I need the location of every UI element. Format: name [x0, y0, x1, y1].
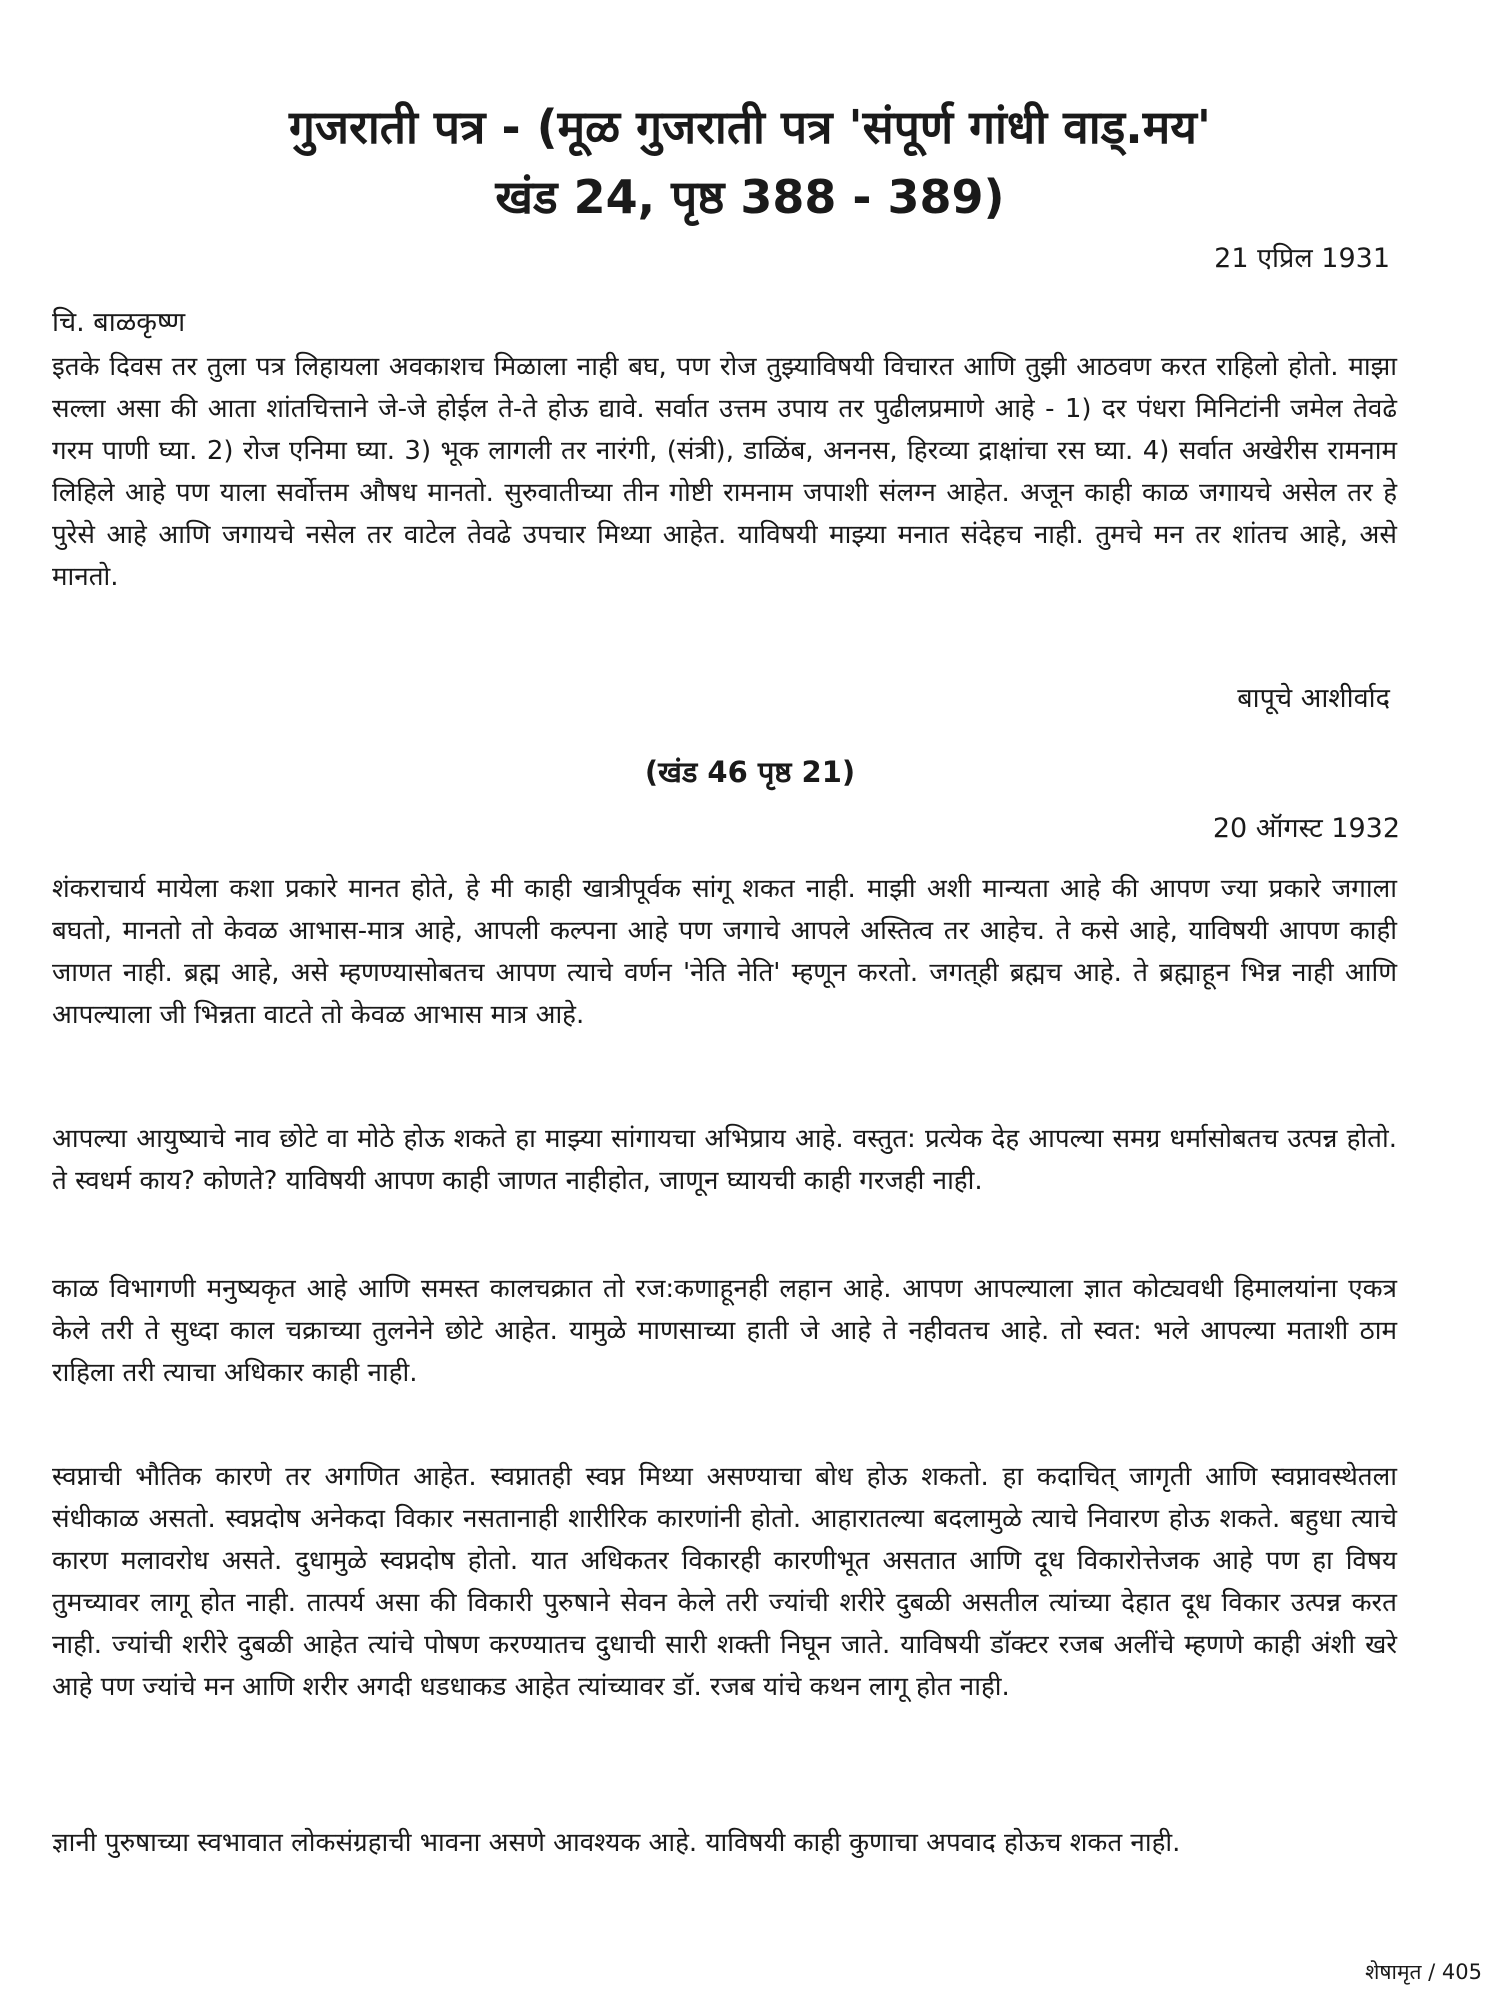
letter-1-date: 21 एप्रिल 1931: [1214, 243, 1390, 274]
letter-2-paragraph-1: शंकराचार्य मायेला कशा प्रकारे मानत होते, हे मी काही खात्रीपूर्वक सांगू शकत नाही. माझी अशी मान्यता आहे की आपण ज्या प्रकारे जगाला बघतो, मानतो तो केवळ आभास-मात्र आहे, आपली कल्पना आहे पण जगाचे आपले अस्तित्व तर आहेच. ते कसे आहे, याविषयी आपण काही जाणत नाही. ब्रह्म आहे, असे म्हणण्यासोबतच आपण त्याचे वर्णन 'नेति नेति' म्हणून करतो. जगत्‌ही ब्रह्मच आहे. ते ब्रह्माहून भिन्न नाही आणि आपल्याला जी भिन्नता वाटते तो केवळ आभास मात्र आहे.: [52, 874, 1397, 1030]
title-line-2: खंड 24, पृष्ठ 388 - 389): [495, 170, 1005, 224]
page-footer: शेषामृत / 405: [1365, 1960, 1482, 1984]
letter-1-salutation: चि. बाळकृष्ण: [52, 307, 186, 338]
letter-1-body: इतके दिवस तर तुला पत्र लिहायला अवकाशच मिळाला नाही बघ, पण रोज तुझ्याविषयी विचारत आणि तुझी आठवण करत राहिलो होतो. माझा सल्ला असा की आता शांतचित्ताने जे-जे होईल ते-ते होऊ द्यावे. सर्वात उत्तम उपाय तर पुढीलप्रमाणे आहे - 1) दर पंधरा मिनिटांनी जमेल तेवढे गरम पाणी घ्या. 2) रोज एनिमा घ्या. 3) भूक लागली तर नारंगी, (संत्री), डाळिंब, अननस, हिरव्या द्राक्षांचा रस घ्या. 4) सर्वात अखेरीस रामनाम लिहिले आहे पण याला सर्वोत्तम औषध मानतो. सुरुवातीच्या तीन गोष्टी रामनाम जपाशी संलग्न आहेत. अजून काही काळ जगायचे असेल तर हे पुरेसे आहे आणि जगायचे नसेल तर वाटेल तेवढे उपचार मिथ्या आहेत. याविषयी माझ्या मनात संदेहच नाही. तुमचे मन तर शांतच आहे, असे मानतो.: [52, 352, 1397, 592]
letter-2-paragraph-3: काळ विभागणी मनुष्यकृत आहे आणि समस्त कालचक्रात तो रज:कणाहूनही लहान आहे. आपण आपल्याला ज्ञात कोट्यवधी हिमालयांना एकत्र केले तरी ते सुध्दा काल चक्राच्या तुलनेने छोटे आहेत. यामुळे माणसाच्या हाती जे आहे ते नहीवतच आहे. तो स्वत: भले आपल्या मताशी ठाम राहिला तरी त्याचा अधिकार काही नाही.: [52, 1274, 1397, 1388]
section-2-heading: (खंड 46 पृष्ठ 21): [644, 755, 856, 789]
page-title: [60, 92, 1440, 232]
letter-2-date: 20 ऑगस्ट 1932: [1212, 813, 1400, 844]
letter-2-paragraph-5: ज्ञानी पुरुषाच्या स्वभावात लोकसंग्रहाची भावना असणे आवश्यक आहे. याविषयी काही कुणाचा अपवाद होऊच शकत नाही.: [52, 1828, 1181, 1858]
letter-1-signoff: बापूचे आशीर्वाद: [1237, 683, 1390, 714]
letter-2-paragraph-2: आपल्या आयुष्याचे नाव छोटे वा मोठे होऊ शकते हा माझ्या सांगायचा अभिप्राय आहे. वस्तुत: प्रत्येक देह आपल्या समग्र धर्मासोबतच उत्पन्न होतो. ते स्वधर्म काय? कोणते? याविषयी आपण काही जाणत नाहीहोत, जाणून घ्यायची काही गरजही नाही.: [52, 1124, 1397, 1196]
letter-2-paragraph-4: स्वप्नाची भौतिक कारणे तर अगणित आहेत. स्वप्नातही स्वप्न मिथ्या असण्याचा बोध होऊ शकतो. हा कदाचित्‌ जागृती आणि स्वप्नावस्थेतला संधीकाळ असतो. स्वप्नदोष अनेकदा विकार नसतानाही शारीरिक कारणांनी होतो. आहारातल्या बदलामुळे त्याचे निवारण होऊ शकते. बहुधा त्याचे कारण मलावरोध असते. दुधामुळे स्वप्नदोष होतो. यात अधिकतर विकारही कारणीभूत असतात आणि दूध विकारोत्तेजक आहे पण हा विषय तुमच्यावर लागू होत नाही. तात्पर्य असा की विकारी पुरुषाने सेवन केले तरी ज्यांची शरीरे दुबळी असतील त्यांच्या देहात दूध विकार उत्पन्न करत नाही. ज्यांची शरीरे दुबळी आहेत त्यांचे पोषण करण्यातच दुधाची सारी शक्ती निघून जाते. याविषयी डॉक्टर रजब अलींचे म्हणणे काही अंशी खरे आहे पण ज्यांचे मन आणि शरीर अगदी धडधाकड आहेत त्यांच्यावर डॉ. रजब यांचे कथन लागू होत नाही.: [52, 1462, 1398, 1702]
title-line-1: गुजराती पत्र - (मूळ गुजराती पत्र 'संपूर्ण गांधी वाड्.मय': [289, 100, 1211, 154]
